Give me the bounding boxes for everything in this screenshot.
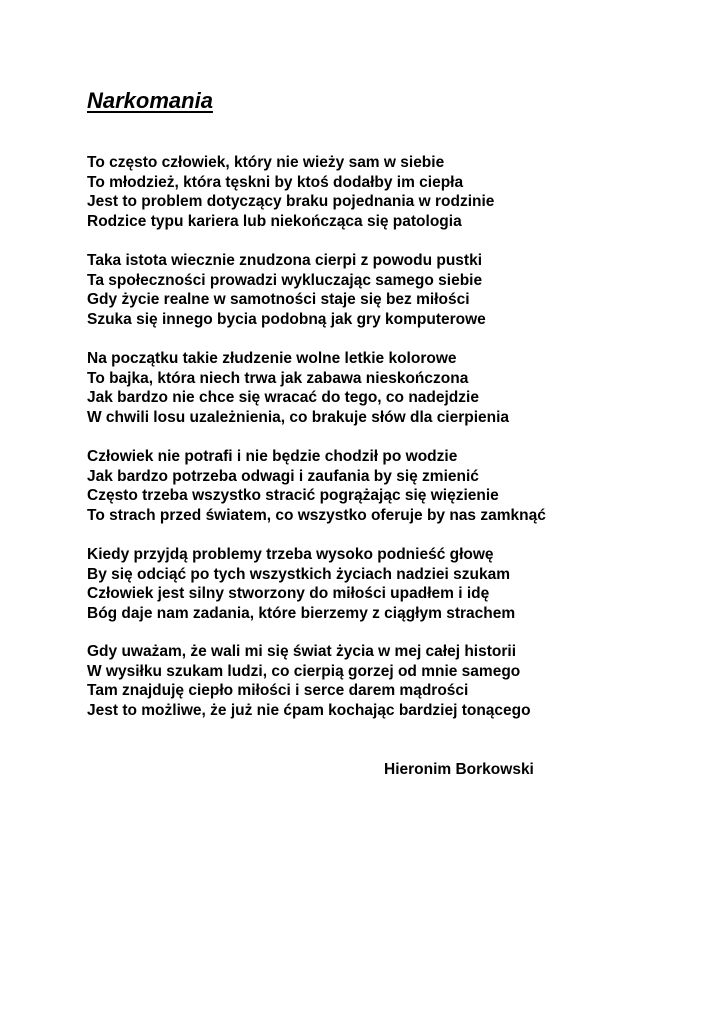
poem-line: Na początku takie złudzenie wolne letkie kolorowe <box>87 350 457 367</box>
stanza-1 <box>87 153 494 232</box>
stanza-4 <box>87 447 546 526</box>
poem-line: By się odciąć po tych wszystkich życiach nadziei szukam <box>87 565 510 583</box>
poem-line: W wysiłku szukam ludzi, co cierpią gorzej od mnie samego <box>87 662 521 680</box>
poem-line: To często człowiek, który nie wieży sam w siebie <box>87 154 445 171</box>
stanza-6 <box>87 642 531 721</box>
author-signature: Hieronim Borkowski <box>384 761 534 778</box>
poem-line: Człowiek jest silny stworzony do miłości upadłem i idę <box>87 585 490 603</box>
poem-title: Narkomania <box>87 88 213 113</box>
poem-line: Tam znajduję ciepło miłości i serce darem mądrości <box>87 682 469 700</box>
poem-line: Często trzeba wszystko stracić pogrążając się więzienie <box>87 487 499 505</box>
poem-line: Gdy życie realne w samotności staje się bez miłości <box>87 291 470 309</box>
poem-line: Bóg daje nam zadania, które bierzemy z ciągłym strachem <box>87 605 516 623</box>
stanza-3 <box>87 349 509 428</box>
poem-line: Taka istota wiecznie znudzona cierpi z powodu pustki <box>87 252 483 269</box>
stanza-5 <box>87 545 515 624</box>
poem-line: To młodzież, która tęskni by ktoś dodałby im ciepła <box>87 173 464 191</box>
poem-line: To bajka, która niech trwa jak zabawa nieskończona <box>87 369 469 387</box>
poem-line: Jak bardzo potrzeba odwagi i zaufania by się zmienić <box>87 467 479 485</box>
poem-line: Jak bardzo nie chce się wracać do tego, co nadejdzie <box>87 389 479 407</box>
poem-line: Rodzice typu kariera lub niekończąca się patologia <box>87 213 462 231</box>
poem-line: Kiedy przyjdą problemy trzeba wysoko podnieść głowę <box>87 546 494 563</box>
poem-line: Gdy uważam, że wali mi się świat życia w mej całej historii <box>87 643 517 660</box>
stanza-2 <box>87 251 486 330</box>
poem-line: Szuka się innego bycia podobną jak gry komputerowe <box>87 311 486 329</box>
poem-line: Jest to problem dotyczący braku pojednania w rodzinie <box>87 193 495 211</box>
poem-line: Jest to możliwe, że już nie ćpam kochając bardziej tonącego <box>87 702 531 720</box>
poem-line: Człowiek nie potrafi i nie będzie chodził po wodzie <box>87 448 458 465</box>
poem-line: W chwili losu uzależnienia, co brakuje słów dla cierpienia <box>87 409 510 427</box>
poem-line: Ta społeczności prowadzi wykluczając samego siebie <box>87 271 483 289</box>
poem-line: To strach przed światem, co wszystko oferuje by nas zamknąć <box>87 507 546 525</box>
